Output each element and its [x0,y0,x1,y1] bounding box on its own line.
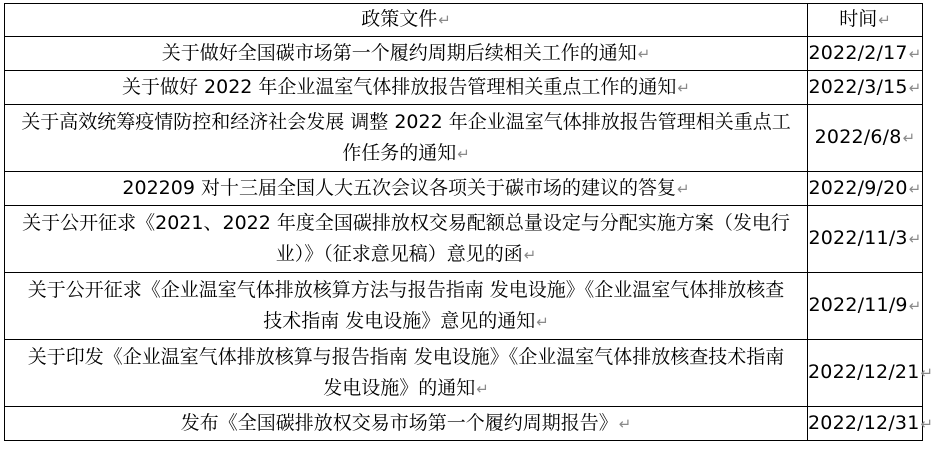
table-row [5,172,923,206]
date-cell [808,37,923,71]
table-row [5,340,923,407]
date-cell [808,340,933,407]
document-cell [5,172,808,206]
paragraph-mark-icon: ↵ [878,11,891,29]
document-title: 关于公开征求《2021、2022 年度全国碳排放权交易配额总量设定与分配实施方案（发电行业）》（征求意见稿）意见的函 [22,211,790,265]
paragraph-mark-icon: ↵ [618,414,632,433]
document-cell [5,407,808,441]
document-date: 2022/3/15 [808,75,908,98]
document-date: 2022/11/3 [808,227,908,249]
paragraph-mark-icon: ↵ [536,312,549,331]
header-date [808,4,923,37]
header-date-label: 时间 [839,8,878,30]
document-title: 202209 对十三届全国人大五次会议各项关于碳市场的建议的答复 [122,176,676,199]
document-cell [5,273,808,340]
paragraph-mark-icon: ↵ [637,44,651,63]
document-date: 2022/6/8 [814,126,902,148]
document-title: 关于印发《企业温室气体排放核算与报告指南 发电设施》《企业温室气体排放核查技术指南 发电设施》的通知 [27,345,785,399]
paragraph-mark-icon: ↵ [908,44,922,63]
document-date: 2022/2/17 [808,41,908,64]
table-row [5,273,923,340]
paragraph-mark-icon: ↵ [457,144,470,163]
paragraph-mark-icon: ↵ [438,11,451,29]
table-header-row [5,4,923,37]
paragraph-mark-icon: ↵ [523,245,537,264]
paragraph-mark-icon: ↵ [908,297,922,315]
document-title: 关于公开征求《企业温室气体排放核算方法与报告指南 发电设施》《企业温室气体排放核查技术指南 发电设施》意见的通知 [27,278,785,332]
table-row [5,71,923,105]
document-date: 2022/9/20 [808,176,908,199]
paragraph-mark-icon: ↵ [677,179,690,198]
document-cell [5,340,808,407]
paragraph-mark-icon: ↵ [902,129,916,147]
date-cell [808,206,923,273]
document-title: 关于做好全国碳市场第一个履约周期后续相关工作的通知 [161,41,637,64]
date-cell [808,105,923,172]
paragraph-mark-icon: ↵ [908,230,922,248]
document-date: 2022/12/21 [808,361,920,383]
policy-table [4,3,933,441]
header-document [5,4,808,37]
table-row [5,206,923,273]
table-row [5,105,923,172]
header-document-label: 政策文件 [361,8,438,30]
paragraph-mark-icon: ↵ [920,414,933,433]
document-title: 关于做好 2022 年企业温室气体排放报告管理相关重点工作的通知 [121,75,677,98]
date-cell [808,407,933,441]
document-cell [5,206,808,273]
date-cell [808,172,923,206]
date-cell [808,71,923,105]
document-title: 关于高效统筹疫情防控和经济社会发展 调整 2022 年企业温室气体排放报告管理相关重点工作任务的通知 [21,110,791,164]
date-cell [808,273,923,340]
table-row [5,37,923,71]
paragraph-mark-icon: ↵ [908,179,922,198]
document-title: 发布《全国碳排放权交易市场第一个履约周期报告》 [180,411,618,434]
document-cell [5,71,808,105]
paragraph-mark-icon: ↵ [476,379,489,398]
document-cell [5,105,808,172]
document-date: 2022/11/9 [808,294,908,316]
paragraph-mark-icon: ↵ [677,78,690,97]
document-date: 2022/12/31 [808,411,920,434]
table-row [5,407,923,441]
paragraph-mark-icon: ↵ [920,364,933,382]
paragraph-mark-icon: ↵ [908,78,922,97]
document-cell [5,37,808,71]
